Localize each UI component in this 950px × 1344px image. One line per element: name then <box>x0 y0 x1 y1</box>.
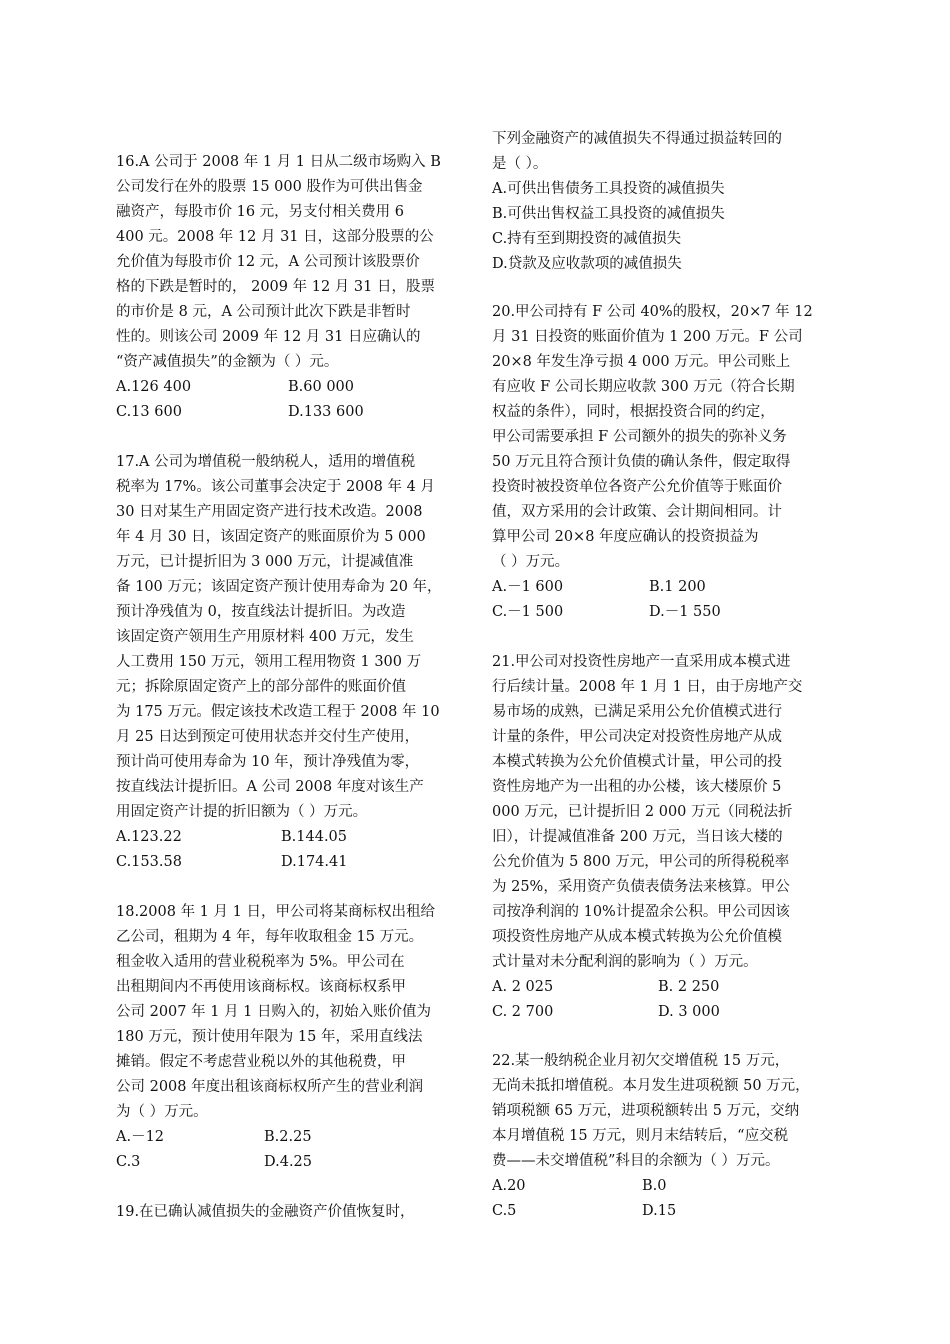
question-20-line: （ ）万元。 <box>492 554 570 570</box>
question-21-line: 000 万元，已计提折旧 2 000 万元（同税法折 <box>492 804 793 820</box>
option-a: A.－1 600 <box>492 579 564 595</box>
question-16-line: 融资产，每股市价 16 元，另支付相关费用 6 <box>116 204 405 220</box>
question-20-line: 月 31 日投资的账面价值为 1 200 万元。F 公司 <box>492 329 803 345</box>
question-17-line: 人工费用 150 万元，领用工程用物资 1 300 万 <box>116 654 422 670</box>
question-21-line: 21.甲公司对投资性房地产一直采用成本模式进 <box>492 654 791 670</box>
option-b: B.144.05 <box>281 829 348 845</box>
option-b: B.1 200 <box>649 579 706 595</box>
question-18-line: 租金收入适用的营业税税率为 5%。甲公司在 <box>116 954 405 970</box>
question-21-line: 为 25%，采用资产负债表债务法来核算。甲公 <box>492 879 790 895</box>
question-16-line: 400 元。2008 年 12 月 31 日，这部分股票的公 <box>116 229 434 245</box>
question-16-line: 16.A 公司于 2008 年 1 月 1 日从二级市场购入 B <box>116 154 441 170</box>
option-d: D.133 600 <box>288 404 364 420</box>
question-18-line: 18.2008 年 1 月 1 日，甲公司将某商标权出租给 <box>116 904 435 920</box>
question-18-line: 出租期间内不再使用该商标权。该商标权系甲 <box>116 979 406 995</box>
question-18-line: 公司 2008 年度出租该商标权所产生的营业利润 <box>116 1079 424 1095</box>
question-17-line: 万元，已计提折旧为 3 000 万元，计提减值准 <box>116 554 414 570</box>
question-22-line: 费——未交增值税”科目的余额为（ ）万元。 <box>492 1153 780 1169</box>
option-a: A.126 400 <box>116 379 192 395</box>
option-b: B.60 000 <box>288 379 355 395</box>
question-21-line: 资性房地产为一出租的办公楼，该大楼原价 5 <box>492 779 782 795</box>
question-21-line: 公允价值为 5 800 万元，甲公司的所得税税率 <box>492 854 790 870</box>
option-c: C.5 <box>492 1203 517 1219</box>
question-17-line: 17.A 公司为增值税一般纳税人，适用的增值税 <box>116 454 416 470</box>
option-d: D.贷款及应收款项的减值损失 <box>492 256 682 272</box>
question-17-line: 为 175 万元。假定该技术改造工程于 2008 年 10 <box>116 704 440 720</box>
question-17-line: 30 日对某生产用固定资产进行技术改造。2008 <box>116 504 423 520</box>
question-18-line: 乙公司，租期为 4 年，每年收取租金 15 万元。 <box>116 929 424 945</box>
question-17-line: 按直线法计提折旧。A 公司 2008 年度对该生产 <box>116 779 424 795</box>
question-20-line: 甲公司需要承担 F 公司额外的损失的弥补义务 <box>492 429 787 445</box>
option-a: A.可供出售债务工具投资的减值损失 <box>492 181 725 197</box>
question-22-line: 本月增值税 15 万元，则月末结转后，“应交税 <box>492 1128 789 1144</box>
question-20-line: 值，双方采用的会计政策、会计期间相同。计 <box>492 504 782 520</box>
question-16-line: 性的。则该公司 2009 年 12 月 31 日应确认的 <box>116 329 421 345</box>
question-18-line: 摊销。假定不考虑营业税以外的其他税费，甲 <box>116 1054 406 1070</box>
question-16-line: 公司发行在外的股票 15 000 股作为可供出售金 <box>116 179 423 195</box>
option-d: D. 3 000 <box>658 1004 720 1020</box>
question-21-line: 行后续计量。2008 年 1 月 1 日，由于房地产交 <box>492 679 803 695</box>
question-20-line: 算甲公司 20×8 年度应确认的投资损益为 <box>492 529 759 545</box>
option-c: C.－1 500 <box>492 604 564 620</box>
question-16-line: 的市价是 8 元，A 公司预计此次下跌是非暂时 <box>116 304 411 320</box>
question-17-line: 月 25 日达到预定可使用状态并交付生产使用， <box>116 729 420 745</box>
question-16-line: 允价值为每股市价 12 元，A 公司预计该股票价 <box>116 254 420 270</box>
question-22-line: 无尚未抵扣增值税。本月发生进项税额 50 万元， <box>492 1078 810 1094</box>
question-21-line: 项投资性房地产从成本模式转换为公允价值模 <box>492 929 782 945</box>
option-b: B.可供出售权益工具投资的减值损失 <box>492 206 725 222</box>
question-21-line: 易市场的成熟，已满足采用公允价值模式进行 <box>492 704 782 720</box>
question-19-line: 19.在已确认减值损失的金融资产价值恢复时， <box>116 1204 415 1220</box>
option-c: C. 2 700 <box>492 1004 554 1020</box>
question-16-line: 格的下跌是暂时的， 2009 年 12 月 31 日，股票 <box>116 279 435 295</box>
option-d: D.174.41 <box>281 854 348 870</box>
question-20-line: 权益的条件），同时，根据投资合同的约定， <box>492 404 775 420</box>
question-21-line: 本模式转换为公允价值模式计量，甲公司的投 <box>492 754 782 770</box>
question-21-line: 旧），计提减值准备 200 万元，当日该大楼的 <box>492 829 783 845</box>
question-18-line: 公司 2007 年 1 月 1 日购入的，初始入账价值为 <box>116 1004 432 1020</box>
question-17-line: 元；拆除原固定资产上的部分部件的账面价值 <box>116 679 406 695</box>
option-d: D.4.25 <box>264 1154 313 1170</box>
option-b: B. 2 250 <box>658 979 720 995</box>
option-a: A.123.22 <box>116 829 182 845</box>
question-20-line: 投资时被投资单位各资产公允价值等于账面价 <box>492 479 782 495</box>
option-c: C.153.58 <box>116 854 182 870</box>
question-19-line: 是（ ）。 <box>492 156 548 172</box>
question-22-line: 销项税额 65 万元，进项税额转出 5 万元，交纳 <box>492 1103 800 1119</box>
question-17-line: 税率为 17%。该公司董事会决定于 2008 年 4 月 <box>116 479 435 495</box>
question-16-line: “资产减值损失”的金额为（ ）元。 <box>116 354 339 370</box>
option-d: D.15 <box>642 1203 677 1219</box>
question-20-line: 50 万元且符合预计负债的确认条件，假定取得 <box>492 454 791 470</box>
option-d: D.－1 550 <box>649 604 721 620</box>
question-20-line: 20×8 年发生净亏损 4 000 万元。甲公司账上 <box>492 354 791 370</box>
question-17-line: 该固定资产领用生产用原材料 400 万元，发生 <box>116 629 414 645</box>
question-20-line: 20.甲公司持有 F 公司 40%的股权，20×7 年 12 <box>492 304 813 320</box>
option-a: A. 2 025 <box>492 979 554 995</box>
option-c: C.3 <box>116 1154 141 1170</box>
question-21-line: 司按净利润的 10%计提盈余公积。甲公司因该 <box>492 904 790 920</box>
question-19-line: 下列金融资产的减值损失不得通过损益转回的 <box>492 131 782 147</box>
option-b: B.2.25 <box>264 1129 312 1145</box>
option-a: A.－12 <box>116 1129 165 1145</box>
question-21-line: 计量的条件，甲公司决定对投资性房地产从成 <box>492 729 782 745</box>
question-17-line: 预计净残值为 0，按直线法计提折旧。为改造 <box>116 604 406 620</box>
option-c: C.持有至到期投资的减值损失 <box>492 231 682 247</box>
question-17-line: 备 100 万元；该固定资产预计使用寿命为 20 年， <box>116 579 442 595</box>
question-17-line: 年 4 月 30 日，该固定资产的账面原价为 5 000 <box>116 529 426 545</box>
option-b: B.0 <box>642 1178 667 1194</box>
question-22-line: 22.某一般纳税企业月初欠交增值税 15 万元， <box>492 1053 790 1069</box>
question-18-line: 180 万元，预计使用年限为 15 年，采用直线法 <box>116 1029 423 1045</box>
question-17-line: 预计尚可使用寿命为 10 年，预计净残值为零， <box>116 754 420 770</box>
question-18-line: 为（ ）万元。 <box>116 1104 208 1120</box>
question-17-line: 用固定资产计提的折旧额为（ ）万元。 <box>116 804 368 820</box>
option-a: A.20 <box>492 1178 526 1194</box>
option-c: C.13 600 <box>116 404 182 420</box>
question-21-line: 式计量对未分配利润的影响为（ ）万元。 <box>492 954 758 970</box>
question-20-line: 有应收 F 公司长期应收款 300 万元（符合长期 <box>492 379 795 395</box>
